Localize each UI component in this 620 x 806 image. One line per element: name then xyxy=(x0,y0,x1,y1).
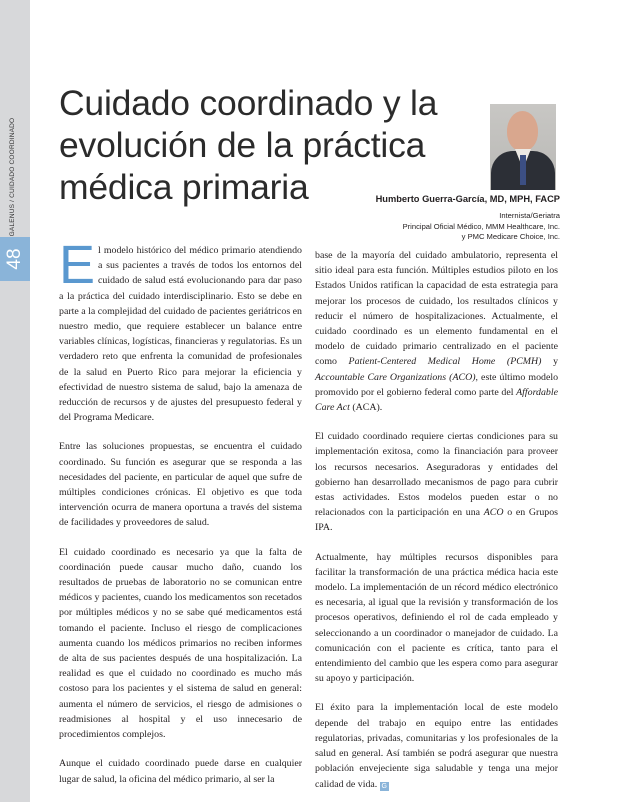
text-span: El éxito para la implementación local de este modelo depende del trabajo en equipo entre las entidades regulatorias, privadas, comunitarias y los profesionales de la salud en general. Así también se podrá asegurar que nuestra población envejeciente siga saludable y tenga una mejor calidad de vida. xyxy=(315,702,558,790)
author-photo xyxy=(490,104,556,190)
author-photo-head xyxy=(507,111,538,151)
text-span: o en Grupos IPA. xyxy=(315,507,558,534)
text-span: base de la mayoría del cuidado ambulatorio, representa el sitio ideal para esta función. Múltiples estudios piloto en los Estados Unidos ratifican la capacidad de esta estrategia para mejorar los procesos de cuidado, los resultados clínicos y reducir el número de hospitalizaciones. Actualmente, el cuidado coordinado es un elemento fundamental en el modelo de cuidado primario centralizado en el paciente como xyxy=(315,250,558,368)
title-line-1: Cuidado coordinado y la xyxy=(59,83,438,123)
paragraph-text: l modelo histórico del médico primario atendiendo a sus pacientes a través de todos los entornos del cuidado de salud está evolucionando para dar paso a la práctica del cuidado interdisciplinario. Esto se debe en parte a la complejidad del cuidado de pacientes geriátricos en nuestro medio, que requiere establecer un balance entre variables clínicas, logísticas, financieras y regulatorias. Es un verdadero reto que enfrenta la comunidad de profesionales de la salud en Puerto Rico para mejorar la eficiencia y efectividad de nuestro sistema de salud, bajo la amenaza de reducción de recursos y de ajustes del presupuesto federal y del Programa Medicare. xyxy=(59,245,302,424)
paragraph: El cuidado coordinado es necesario ya que la falta de coordinación puede causar mucho daño, cuando los resultados de pruebas de laboratorio no se comunican entre médicos y pacientes, cuando los medicamentos son recetados por múltiples médicos y no se sabe qué medicamentos está tomando el paciente. Incluso el riesgo de complicaciones aumenta cuando los médicos primarios no reciben informes de alta de sus pacientes después de una hospitalización. La realidad es que el cuidado no coordinado es mucho más costoso para los pacientes y el sistema de salud en general: aumenta el número de servicios, el riesgo de admisiones o readmisiones al hospital y el uso innecesario de procedimientos complejos. xyxy=(59,546,302,741)
page-number: 48 xyxy=(4,248,25,270)
end-of-article-icon: G xyxy=(381,782,387,790)
left-column xyxy=(59,235,302,801)
author-role-3: y PMC Medicare Choice, Inc. xyxy=(461,232,560,241)
author-photo-tie xyxy=(520,155,526,185)
author-byline xyxy=(330,192,560,243)
text-span: y xyxy=(541,356,558,368)
text-span: (ACA). xyxy=(349,402,383,414)
paragraph xyxy=(315,248,558,415)
author-name: Humberto Guerra-García, MD, MPH, FACP xyxy=(375,194,560,204)
paragraph: Aunque el cuidado coordinado puede darse en cualquier lugar de salud, la oficina del médico primario, al ser la xyxy=(59,758,302,785)
title-line-3: médica primaria xyxy=(59,167,309,207)
term-aco: ACO xyxy=(483,507,504,519)
paragraph xyxy=(315,429,558,535)
paragraph xyxy=(59,235,302,425)
text-span: El cuidado coordinado requiere ciertas condiciones para su implementación exitosa, como la financiación para proveer los recursos necesarios. Aseguradoras y entidades del gobierno han desarrollado mecanismos de pago para cubrir estas actividades. Estos modelos pueden estar o no relacionados con la participación en una xyxy=(315,431,558,519)
paragraph xyxy=(315,700,558,791)
term-aca: Affordable Care Act xyxy=(315,386,558,414)
author-role-2: Principal Oficial Médico, MMM Healthcare, Inc. xyxy=(402,221,560,231)
text-span: , este último modelo promovido por el gobierno federal como parte del xyxy=(315,371,559,398)
article-title xyxy=(59,82,479,208)
term-pcmh: Patient-Centered Medical Home (PCMH) xyxy=(348,356,542,368)
author-role-1: Internista/Geriatra xyxy=(499,211,560,220)
title-line-2: evolución de la práctica xyxy=(59,125,426,165)
section-label: GALENUS / CUIDADO COORDINADO xyxy=(9,117,16,237)
right-column xyxy=(315,248,558,806)
drop-cap: E xyxy=(59,235,96,295)
term-aco: Accountable Care Organizations (ACO) xyxy=(315,371,476,383)
paragraph: Entre las soluciones propuestas, se encuentra el cuidado coordinado. Su función es asegurar que se responda a las necesidades del paciente, en particular de aquel que sufre de múltiples condiciones crónicas. El objetivo es que toda intervención ocurra de manera oportuna a través del sistema de facilidades y proveedores de salud. xyxy=(59,441,302,529)
paragraph: Actualmente, hay múltiples recursos disponibles para facilitar la transformación de una práctica médica hacia este modelo. La implementación de un récord médico electrónico es necesaria, al igual que la revisión y transformación de los procesos operativos, definiendo el rol de cada empleado y seleccionando a un coordinador o manejador de cuidado. La comunicación con el paciente es crítica, tanto para el entendimiento del cambio que les espera como para asegurar su apoyo y participación. xyxy=(315,551,558,685)
